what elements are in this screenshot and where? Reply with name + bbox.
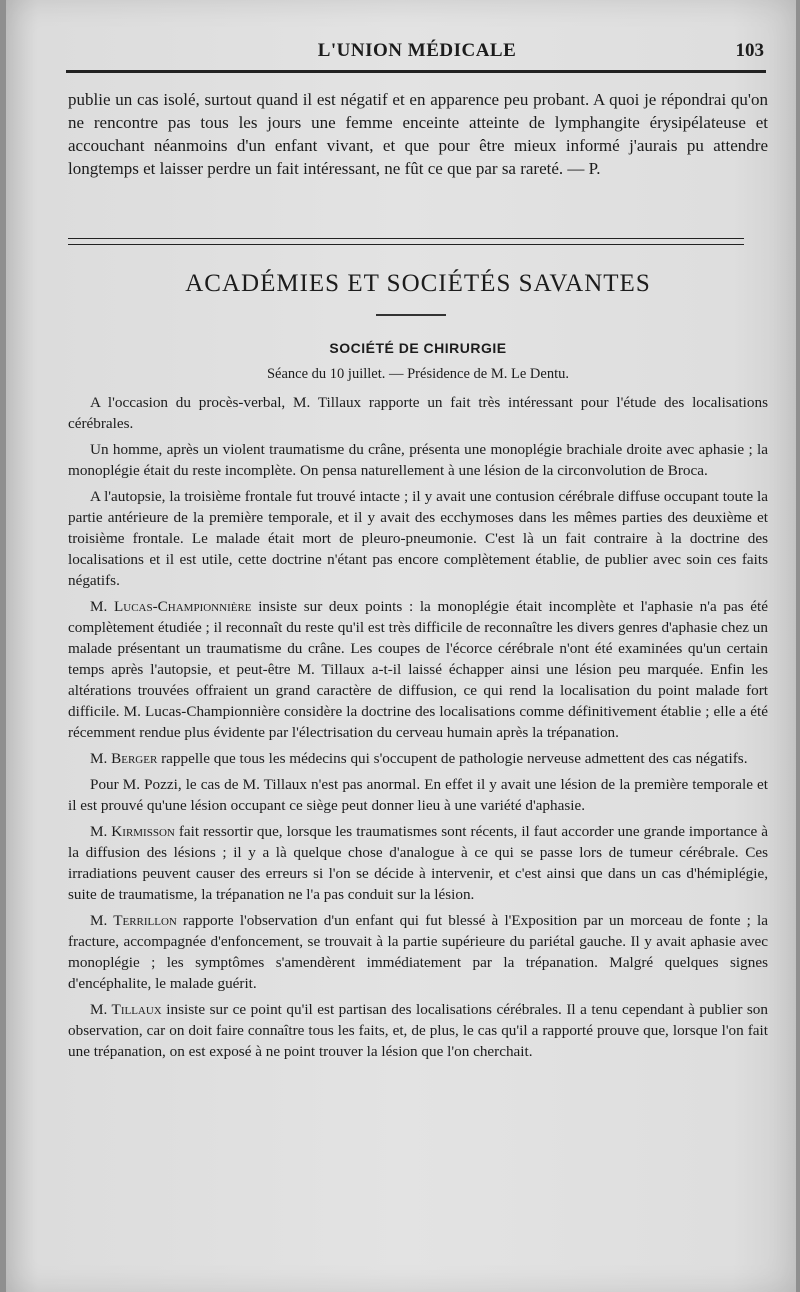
session-line: Séance du 10 juillet. — Présidence de M. Le Dentu.: [266, 366, 569, 382]
page-number: 103: [735, 40, 764, 61]
section-title: ACADÉMIES ET SOCIÉTÉS SAVANTES: [185, 270, 651, 297]
society-heading: SOCIÉTÉ DE CHIRURGIE: [329, 340, 507, 356]
section-divider: [68, 238, 744, 245]
speaker-name: M. Terrillon: [90, 912, 177, 929]
speaker-name: M. Lucas-Championnière: [90, 598, 252, 615]
paragraph-text: fait ressortir que, lorsque les traumatismes sont récents, il faut accorder une grande importance à la diffusion des lésions ; il y a là quelque chose d'analogue à ce qui se passe lors de tumeur cérébrale. Ces irradiations peuvent causer des erreurs si l'on se décide à intervenir, et c'est ainsi que dans un cas d'hémiplégie, suite de traumatisme, la trépanation ne l'a pas conduit sur la lésion.: [68, 823, 768, 903]
article-body: [68, 392, 768, 1067]
paragraph: [68, 748, 768, 769]
paragraph-text: A l'occasion du procès-verbal, M. Tillaux rapporte un fait très intéressant pour l'étude des localisations cérébrales.: [68, 394, 768, 432]
paragraph: [68, 596, 768, 743]
paragraph: [68, 999, 768, 1062]
running-header: [62, 38, 772, 68]
paragraph-text: Un homme, après un violent traumatisme du crâne, présenta une monoplégie brachiale droite avec aphasie ; la monoplégie était du reste incomplète. On pensa naturellement à une lésion de la circonvolution de Broca.: [68, 441, 768, 479]
paragraph-text: insiste sur ce point qu'il est partisan des localisations cérébrales. Il a tenu cependant à publier son observation, car on doit faire connaître tous les faits, et, de plus, le cas qu'il a rapporté prouve que, lorsque l'on fait une trépanation, on est exposé à ne point trouver la lésion que l'on cherchait.: [68, 1001, 768, 1060]
paragraph: [68, 774, 768, 816]
paragraph: [68, 392, 768, 434]
journal-title: L'UNION MÉDICALE: [317, 40, 517, 61]
document-page: [6, 0, 796, 1292]
speaker-name: M. Tillaux: [90, 1001, 162, 1018]
paragraph-text: rappelle que tous les médecins qui s'occupent de pathologie nerveuse admettent des cas négatifs.: [161, 750, 748, 767]
speaker-name: M. Berger: [90, 750, 158, 767]
paragraph: [68, 821, 768, 905]
paragraph-text: insiste sur deux points : la monoplégie était incomplète et l'aphasie n'a pas été complètement étudiée ; il reconnaît du reste qu'il est très difficile de reconnaître les divers genres d'aphasie chez un malade présentant un traumatisme du crâne. Les coupes de l'écorce cérébrale n'ont été examinées qu'un certain temps après l'autopsie, et peut-être M. Tillaux a-t-il laissé échapper ainsi une lésion peu marquée. Enfin les altérations trouvées offraient un grand caractère de diffusion, ce qui rend la localisation du point malade fort difficile. M. Lucas-Championnière considère la doctrine des localisations comme définitivement établie ; elle a été récemment rendue plus évidente par l'électrisation du cerveau humain après la trépanation.: [68, 598, 769, 741]
paragraph: [68, 486, 768, 591]
speaker-name: M. Kirmisson: [90, 823, 175, 840]
intro-paragraph: publie un cas isolé, surtout quand il est négatif et en apparence peu probant. A quoi je répondrai qu'on ne rencontre pas tous les jours une femme enceinte atteinte de lymphangite érysipélateuse et accouchant néanmoins d'un enfant vivant, et que pour être mieux informé j'aurais pu attendre longtemps et laisser perdre un fait intéressant, ne fût ce que par sa rareté. — P.: [68, 90, 768, 178]
header-rule: [66, 70, 766, 73]
paragraph-text: A l'autopsie, la troisième frontale fut trouvé intacte ; il y avait une contusion cérébrale diffuse occupant toute la partie antérieure de la première temporale, et il y avait des ecchymoses dans les mêmes parties des deuxième et troisième frontale. Le malade était mort de pleuro-pneumonie. C'est là un fait contraire à la doctrine des localisations et il est utile, cette doctrine n'étant pas encore complètement établie, de publier avec soin ces faits négatifs.: [68, 488, 768, 589]
paragraph-text: Pour M. Pozzi, le cas de M. Tillaux n'est pas anormal. En effet il y avait une lésion de la première temporale et il est prouvé qu'une lésion occupant ce siège peut donner lieu à une variété d'aphasie.: [68, 776, 768, 814]
paragraph-text: rapporte l'observation d'un enfant qui fut blessé à l'Exposition par un morceau de fonte ; la fracture, accompagnée d'enfoncement, se trouvait à la partie supérieure du pariétal gauche. Il y avait aphasie avec monoplégie ; les symptômes s'amendèrent immédiatement par la trépanation. Malgré quelques signes d'encéphalite, le malade guérit.: [68, 912, 769, 992]
paragraph: [68, 910, 768, 994]
title-ornament: [376, 314, 446, 316]
paragraph: [68, 439, 768, 481]
intro-paragraph-block: [68, 88, 768, 180]
